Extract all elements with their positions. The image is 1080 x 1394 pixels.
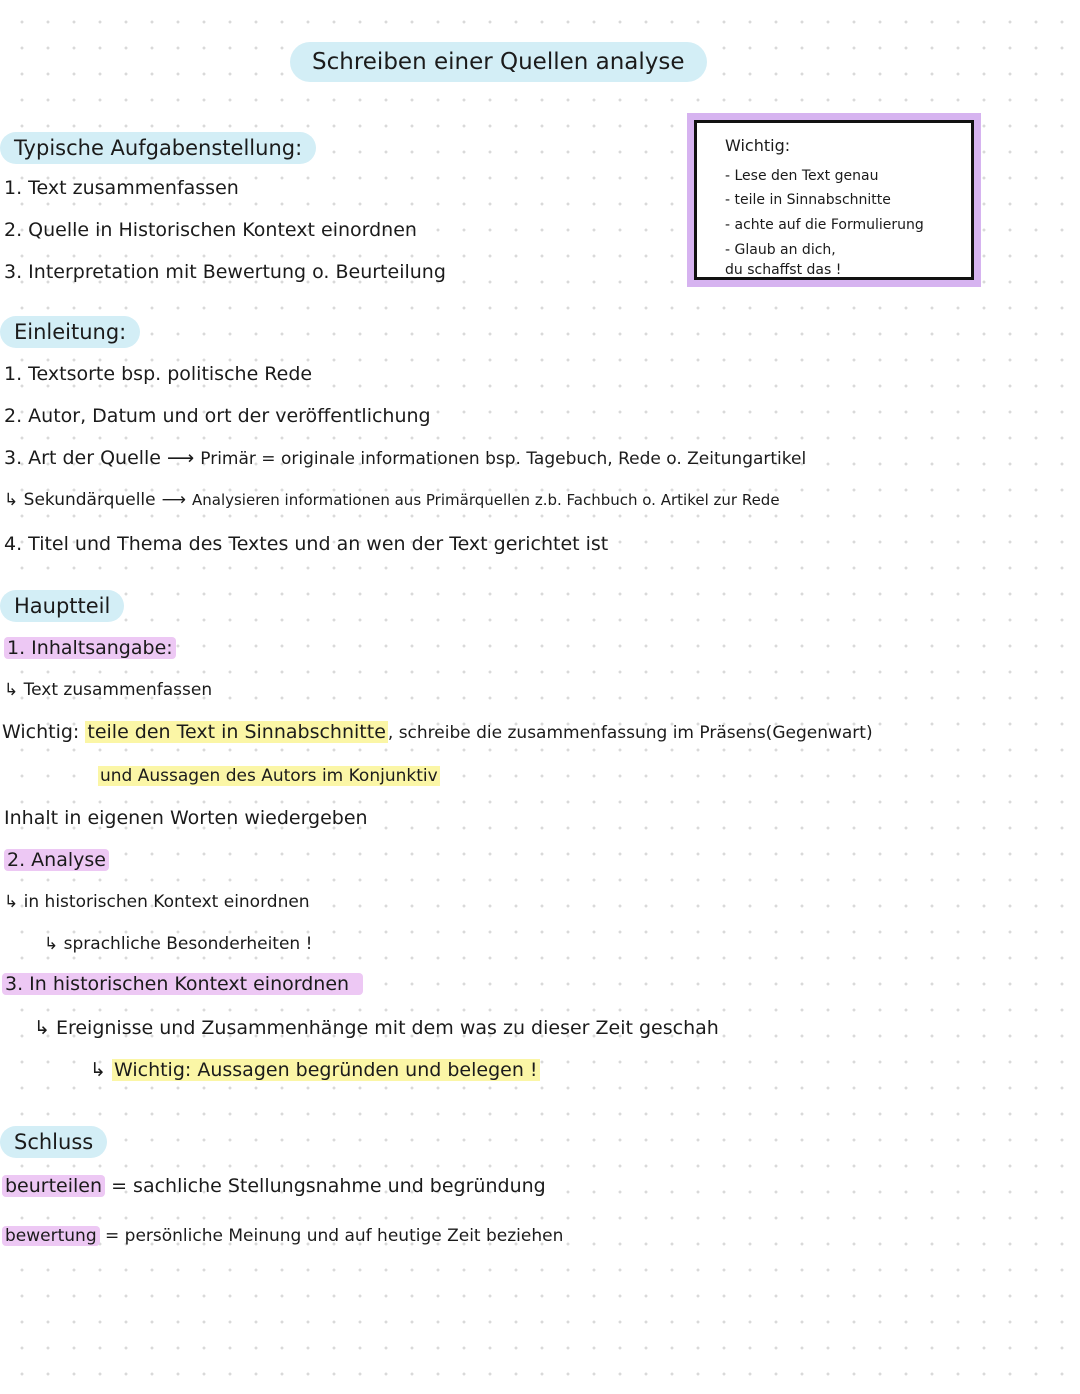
art-der-quelle: 3. Art der Quelle: [4, 447, 162, 469]
inhaltsangabe-heading: 1. Inhaltsangabe:: [4, 636, 176, 660]
inhalt-eigene-worte: Inhalt in eigenen Worten wiedergeben: [4, 807, 368, 829]
kontext-heading: 3. In historischen Kontext einordnen: [2, 972, 363, 996]
einleitung-line-4: [4, 488, 780, 512]
kontext-sub-2-arrow: ↳: [90, 1059, 106, 1081]
einleitung-line-3: [4, 446, 806, 471]
analyse-heading: 2. Analyse: [4, 848, 109, 872]
einleitung-line-1: 1. Textsorte bsp. politische Rede: [4, 363, 313, 385]
einleitung-line-2: 2. Autor, Datum und ort der veröffentlichung: [4, 405, 431, 427]
wichtig-konjunktiv: und Aussagen des Autors im Konjunktiv: [100, 766, 438, 786]
sekundaerquelle: ↳ Sekundärquelle: [4, 490, 156, 510]
bewertung-text: = persönliche Meinung und auf heutige Zeit beziehen: [105, 1226, 564, 1246]
kontext-sub-1: ↳ Ereignisse und Zusammenhänge mit dem was zu dieser Zeit geschah: [34, 1017, 719, 1039]
analyse-sub-2: ↳ sprachliche Besonderheiten !: [44, 934, 313, 954]
wichtig-box-item-1: - Lese den Text genau: [725, 168, 879, 184]
wichtig-box-item-3: - achte auf die Formulierung: [725, 217, 924, 233]
beurteilen-text: = sachliche Stellungsnahme und begründung: [111, 1175, 546, 1197]
page-title: Schreiben einer Quellen analyse: [290, 42, 707, 82]
bewertung-label: bewertung: [2, 1226, 100, 1246]
wichtig-box-heading: Wichtig:: [725, 136, 791, 155]
einleitung-heading: Einleitung:: [0, 316, 140, 348]
analyse-sub-1: ↳ in historischen Kontext einordnen: [4, 892, 310, 912]
wichtig-box-item-4: - Glaub an dich,: [725, 242, 836, 258]
arrow-right-icon: ⟶: [167, 447, 195, 469]
wichtig-praesens: , schreibe die zusammenfassung im Präsens(Gegenwart): [387, 723, 873, 743]
aufgaben-item-2: 2. Quelle in Historischen Kontext einordnen: [4, 219, 417, 241]
aufgaben-heading: Typische Aufgabenstellung:: [0, 132, 316, 164]
wichtig-label: Wichtig:: [2, 721, 80, 743]
schluss-heading: Schluss: [0, 1126, 107, 1158]
sekundaer-definition: Analysieren informationen aus Primärquellen z.b. Fachbuch o. Artikel zur Rede: [191, 491, 780, 509]
arrow-right-icon: ⟶: [161, 490, 186, 510]
einleitung-line-5: 4. Titel und Thema des Textes und an wen der Text gerichtet ist: [4, 533, 609, 555]
aufgaben-item-3: 3. Interpretation mit Bewertung o. Beurteilung: [4, 261, 446, 283]
schluss-bewertung: [2, 1224, 563, 1248]
beurteilen-label: beurteilen: [2, 1175, 105, 1197]
wichtig-line: [2, 720, 873, 745]
aufgaben-item-1: 1. Text zusammenfassen: [4, 177, 239, 199]
wichtig-box: [694, 120, 974, 280]
schluss-beurteilen: [2, 1174, 546, 1198]
hauptteil-heading: Hauptteil: [0, 590, 124, 622]
wichtig-sinnabschnitte: teile den Text in Sinnabschnitte: [87, 721, 386, 743]
begruenden-belegen: Wichtig: Aussagen begründen und belegen !: [113, 1059, 538, 1081]
kontext-sub-2: [90, 1058, 540, 1082]
wichtig-box-item-2: - teile in Sinnabschnitte: [725, 192, 891, 208]
wichtig-box-item-5: du schaffst das !: [725, 262, 842, 278]
primaer-definition: Primär = originale informationen bsp. Tagebuch, Rede o. Zeitungartikel: [200, 449, 807, 469]
inhaltsangabe-sub: ↳ Text zusammenfassen: [4, 680, 213, 700]
